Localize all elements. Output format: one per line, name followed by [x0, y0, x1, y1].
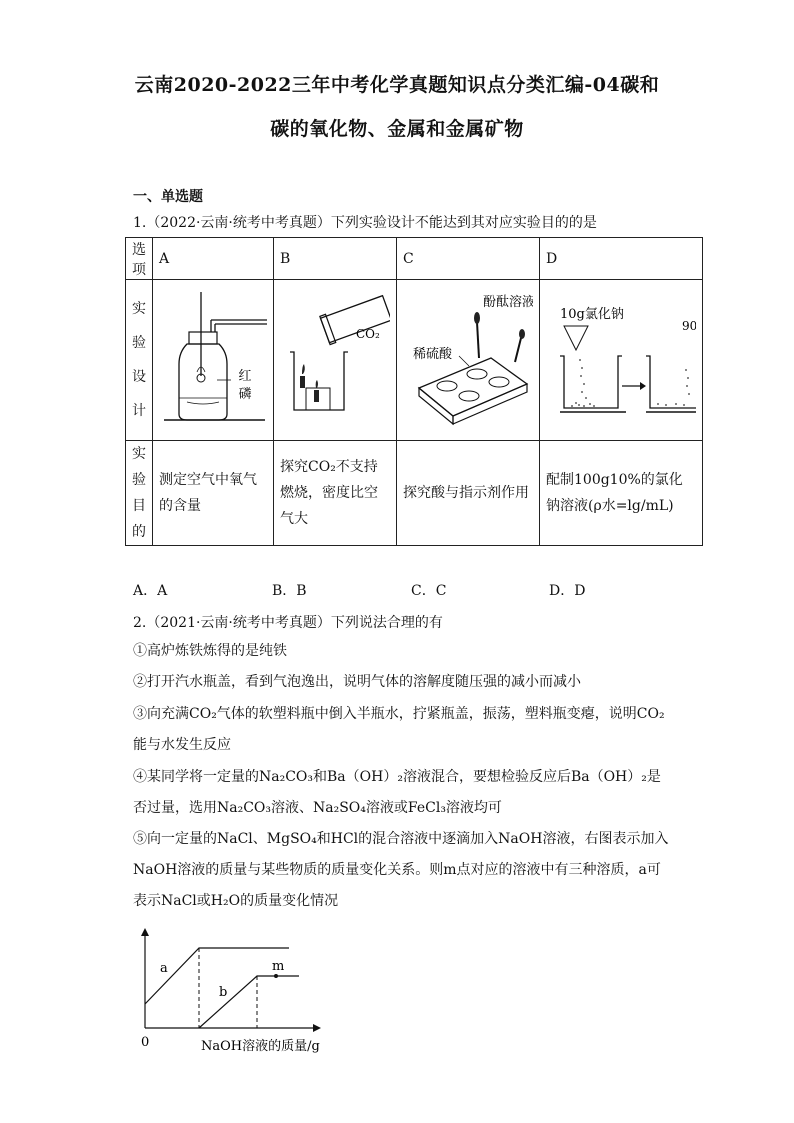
header-cell: 选项	[126, 238, 153, 280]
y-axis-arrow	[141, 928, 149, 936]
apparatus-b	[274, 280, 397, 441]
table-header-row	[126, 238, 703, 280]
co2-candle-beaker-illustration	[280, 280, 390, 436]
question-1-stem: 1.（2022·云南·统考中考真题）下列实验设计不能达到其对应实验目的的是	[133, 215, 597, 231]
row-label: 实验 设计	[126, 280, 153, 441]
label-b: b	[219, 985, 228, 1000]
statement-3: ③向充满CO₂气体的软塑料瓶中倒入半瓶水，拧紧瓶盖，振荡，塑料瓶变瘪，说明CO₂能与水发生反应	[133, 706, 665, 753]
statement-4: ④某同学将一定量的Na₂CO₃和Ba（OH）₂溶液混合，要想检验反应后Ba（OH）₂是否过量，选用Na₂CO₃溶液、Na₂SO₄溶液或FeCl₃溶液均可	[133, 769, 661, 816]
x-axis-label: NaOH溶液的质量/g	[201, 1039, 320, 1054]
spot-plate-illustration	[403, 280, 533, 436]
row-label: 实验 目的	[126, 441, 153, 546]
option-c[interactable]: C．C	[411, 583, 447, 599]
red-phosphorus-label: 磷	[238, 387, 252, 402]
statement-2: ②打开汽水瓶盖，看到气泡逸出，说明气体的溶解度随压强的减小而减小	[133, 674, 581, 690]
curve-b	[199, 976, 299, 1028]
point-m	[274, 974, 278, 978]
header-cell: B	[274, 238, 397, 280]
doc-title-line2: 碳的氧化物、金属和金属矿物	[270, 118, 524, 140]
option-b[interactable]: B．B	[272, 583, 307, 599]
purpose-b: 探究CO₂不支持燃烧，密度比空气大	[274, 441, 397, 546]
dilute-sulfuric-acid-label: 稀硫酸	[413, 347, 453, 362]
co2-label: CO₂	[356, 327, 380, 341]
header-cell: D	[540, 238, 703, 280]
water-volume-label: 90	[682, 319, 696, 333]
red-phosphorus-label: 红	[238, 369, 252, 384]
statement-1: ①高炉炼铁炼得的是纯铁	[133, 643, 287, 659]
table-purpose-row	[126, 441, 703, 546]
table-design-row	[126, 280, 703, 441]
mass-change-graph	[133, 926, 343, 1056]
origin-label: 0	[141, 1035, 150, 1050]
label-a: a	[160, 961, 168, 976]
salt-mass-label: 10g氯化钠	[560, 307, 624, 322]
question-2-stem: 2.（2021·云南·统考中考真题）下列说法合理的有	[133, 615, 443, 631]
label-m: m	[272, 959, 285, 974]
purpose-c: 探究酸与指示剂作用	[397, 441, 540, 546]
apparatus-c	[397, 280, 540, 441]
doc-title-line1: 云南2020-2022三年中考化学真题知识点分类汇编-04碳和	[134, 74, 660, 96]
purpose-a: 测定空气中氧气的含量	[153, 441, 274, 546]
header-cell: C	[397, 238, 540, 280]
apparatus-a	[153, 280, 274, 441]
experiment-table	[125, 237, 703, 546]
red-phosphorus-jar-illustration	[159, 280, 267, 436]
statement-5: ⑤向一定量的NaCl、MgSO₄和HCl的混合溶液中逐滴加入NaOH溶液，右图表示加入NaOH溶液的质量与某些物质的质量变化关系。则m点对应的溶液中有三种溶质，a可表示NaCl或H₂O的质量变化情况	[133, 831, 669, 909]
x-axis-arrow	[313, 1024, 321, 1032]
phenolphthalein-label: 酚酞溶液	[483, 295, 533, 310]
option-d[interactable]: D．D	[549, 583, 586, 599]
option-a[interactable]: A．A	[133, 583, 168, 599]
purpose-d: 配制100g10%的氯化钠溶液(ρ水=lg/mL)	[540, 441, 703, 546]
header-cell: A	[153, 238, 274, 280]
apparatus-d	[540, 280, 703, 441]
salt-solution-illustration	[546, 280, 696, 436]
section-heading: 一、单选题	[133, 189, 203, 205]
